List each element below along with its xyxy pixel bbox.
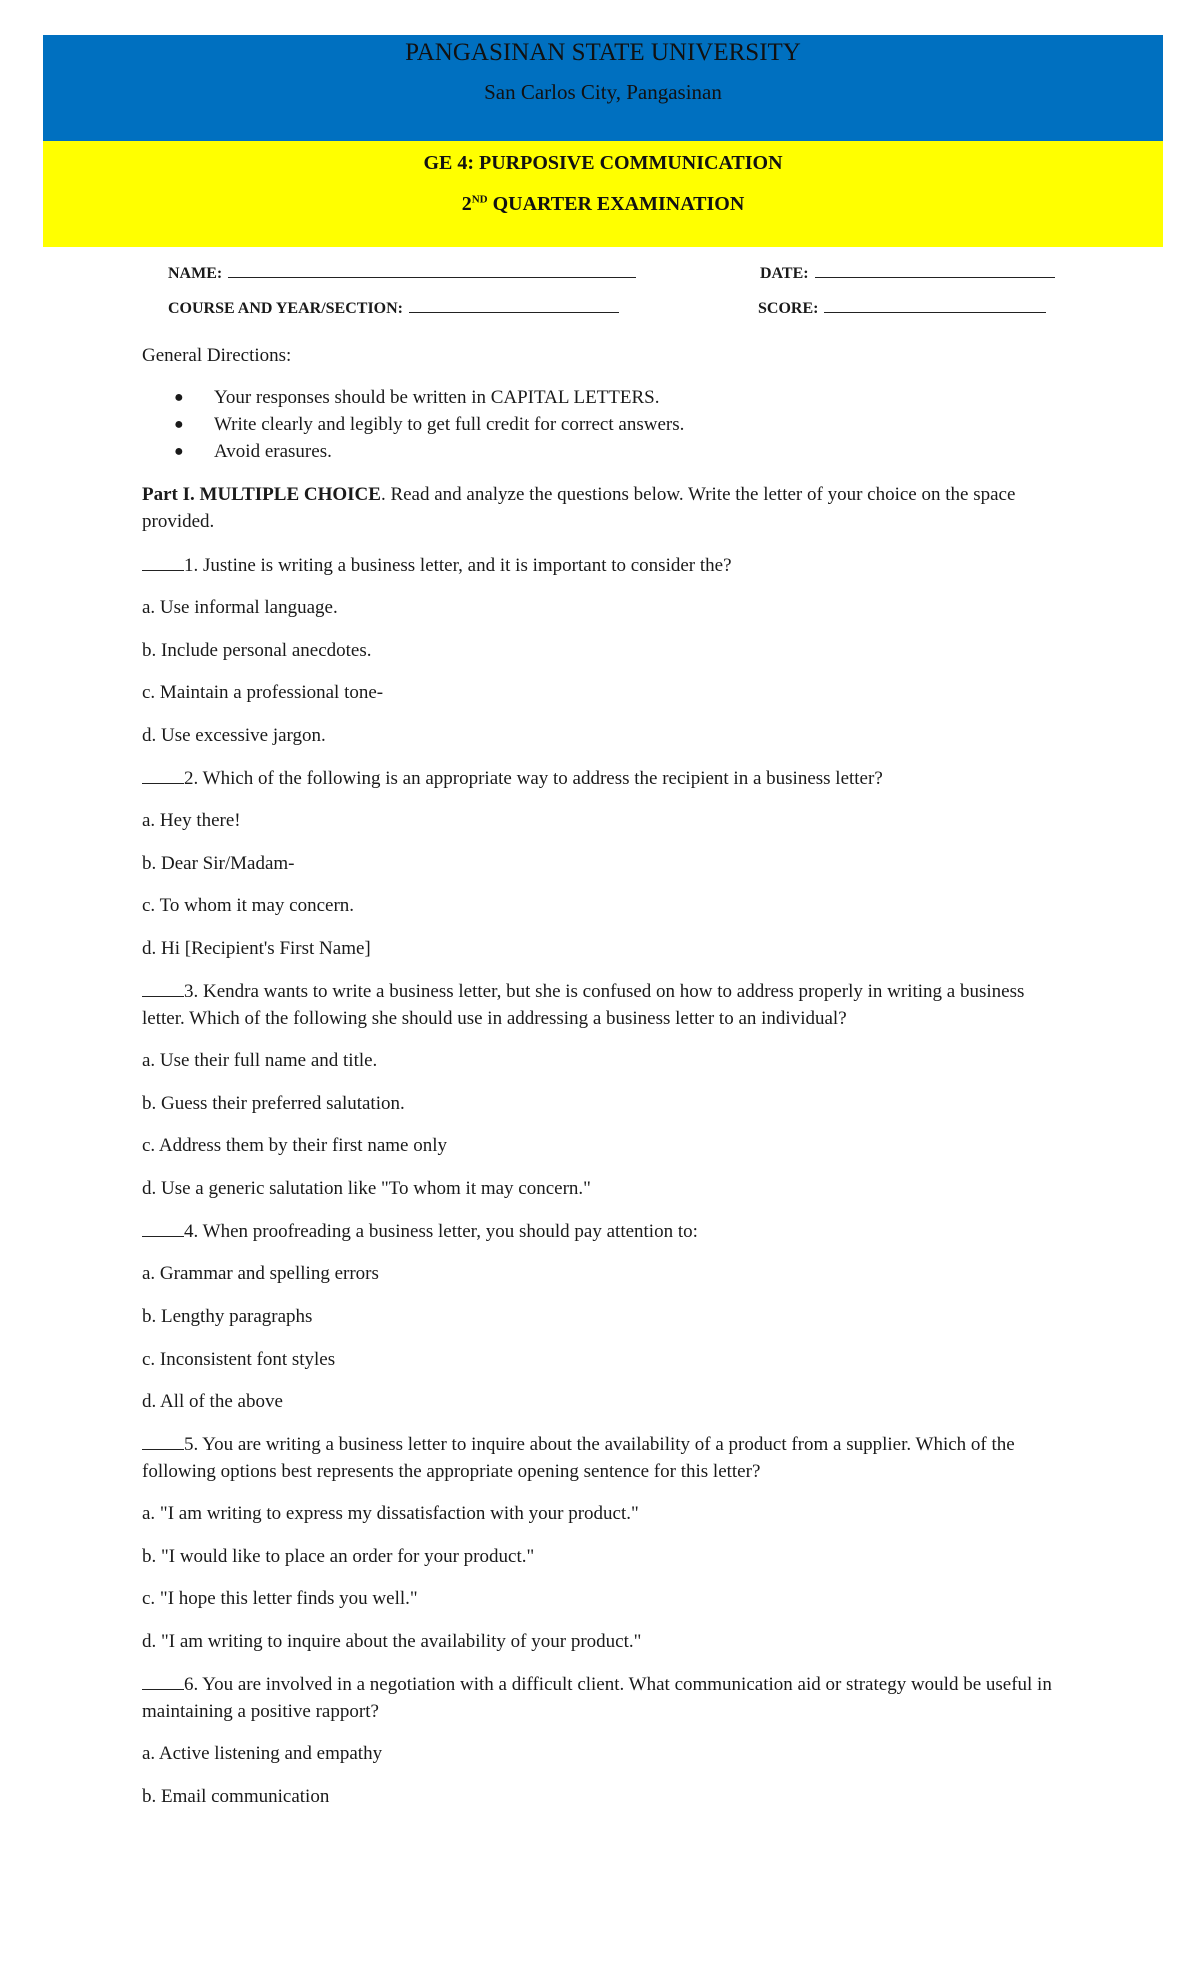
exam-superscript: ND bbox=[471, 193, 488, 206]
name-blank[interactable] bbox=[228, 263, 636, 278]
question-2: 2. Which of the following is an appropriate way to address the recipient in a business letter? bbox=[142, 765, 1067, 792]
option-4d: d. All of the above bbox=[142, 1391, 283, 1412]
option-5a: a. "I am writing to express my dissatisfaction with your product." bbox=[142, 1503, 639, 1524]
option-2a: a. Hey there! bbox=[142, 810, 241, 831]
option-3b: b. Guess their preferred salutation. bbox=[142, 1093, 405, 1114]
option-5d: d. "I am writing to inquire about the availability of your product." bbox=[142, 1631, 642, 1652]
date-blank[interactable] bbox=[815, 263, 1055, 278]
question-5: 5. You are writing a business letter to inquire about the availability of a product from a supplier. Which of the following options best represents the appropriate opening sentence for this letter? bbox=[142, 1434, 1015, 1482]
option-1c: c. Maintain a professional tone- bbox=[142, 682, 384, 703]
exam-title bbox=[43, 193, 1163, 216]
answer-blank[interactable] bbox=[142, 1219, 184, 1237]
question-6: 6. You are involved in a negotiation with a difficult client. What communication aid or strategy would be useful in maintaining a positive rapport? bbox=[142, 1674, 1052, 1722]
directions-title: General Directions: bbox=[142, 345, 292, 366]
option-5b: b. "I would like to place an order for your product." bbox=[142, 1546, 535, 1567]
part1-instructions-text: . Read and analyze the questions below. Write the letter of your choice on the space provided. bbox=[142, 484, 1016, 532]
question-3: 3. Kendra wants to write a business letter, but she is confused on how to address properly in writing a business letter. Which of the following she should use in addressing a business letter to an individual? bbox=[142, 981, 1025, 1029]
name-label: NAME: bbox=[168, 265, 223, 282]
answer-blank[interactable] bbox=[142, 1672, 184, 1690]
date-label: DATE: bbox=[760, 265, 809, 282]
option-3c: c. Address them by their first name only bbox=[142, 1135, 447, 1156]
exam-number: 2 bbox=[461, 193, 472, 215]
answer-blank[interactable] bbox=[142, 1432, 184, 1450]
directions-list bbox=[170, 384, 684, 465]
bullet-icon: ● bbox=[174, 416, 184, 433]
bullet-icon: ● bbox=[174, 389, 184, 406]
option-1d: d. Use excessive jargon. bbox=[142, 725, 326, 746]
answer-blank[interactable] bbox=[142, 979, 184, 997]
exam-title-rest: QUARTER EXAMINATION bbox=[487, 193, 745, 215]
course-year-section-label: COURSE AND YEAR/SECTION: bbox=[168, 300, 403, 317]
list-item: ● Avoid erasures. bbox=[170, 438, 684, 465]
date-field bbox=[760, 263, 1055, 283]
course-title: GE 4: PURPOSIVE COMMUNICATION bbox=[423, 152, 783, 174]
option-2d: d. Hi [Recipient's First Name] bbox=[142, 938, 371, 959]
question-1: 1. Justine is writing a business letter, and it is important to consider the? bbox=[142, 552, 1067, 579]
option-1a: a. Use informal language. bbox=[142, 597, 338, 618]
option-1b: b. Include personal anecdotes. bbox=[142, 640, 372, 661]
score-field bbox=[758, 298, 1046, 318]
score-label: SCORE: bbox=[758, 300, 819, 317]
answer-blank[interactable] bbox=[142, 766, 184, 784]
option-3a: a. Use their full name and title. bbox=[142, 1050, 378, 1071]
list-item: ● Write clearly and legibly to get full credit for correct answers. bbox=[170, 411, 684, 438]
question-4: 4. When proofreading a business letter, you should pay attention to: bbox=[142, 1218, 1067, 1245]
option-4b: b. Lengthy paragraphs bbox=[142, 1306, 313, 1327]
option-6b: b. Email communication bbox=[142, 1786, 330, 1807]
course-year-section-blank[interactable] bbox=[409, 298, 619, 313]
option-4a: a. Grammar and spelling errors bbox=[142, 1263, 379, 1284]
score-blank[interactable] bbox=[824, 298, 1046, 313]
university-city: San Carlos City, Pangasinan bbox=[484, 80, 722, 104]
header-blue-band bbox=[43, 35, 1163, 141]
part1-heading: Part I. MULTIPLE CHOICE bbox=[142, 484, 381, 505]
option-4c: c. Inconsistent font styles bbox=[142, 1349, 336, 1370]
option-3d: d. Use a generic salutation like "To whom it may concern." bbox=[142, 1178, 591, 1199]
option-2b: b. Dear Sir/Madam- bbox=[142, 853, 295, 874]
part1-instructions bbox=[142, 481, 1067, 535]
list-item: ● Your responses should be written in CAPITAL LETTERS. bbox=[170, 384, 684, 411]
bullet-icon: ● bbox=[174, 443, 184, 460]
name-field bbox=[168, 263, 636, 283]
header-yellow-band bbox=[43, 141, 1163, 247]
answer-blank[interactable] bbox=[142, 553, 184, 571]
university-name: PANGASINAN STATE UNIVERSITY bbox=[405, 39, 801, 66]
option-2c: c. To whom it may concern. bbox=[142, 895, 355, 916]
course-year-section-field bbox=[168, 298, 619, 318]
option-6a: a. Active listening and empathy bbox=[142, 1743, 383, 1764]
option-5c: c. "I hope this letter finds you well." bbox=[142, 1588, 418, 1609]
